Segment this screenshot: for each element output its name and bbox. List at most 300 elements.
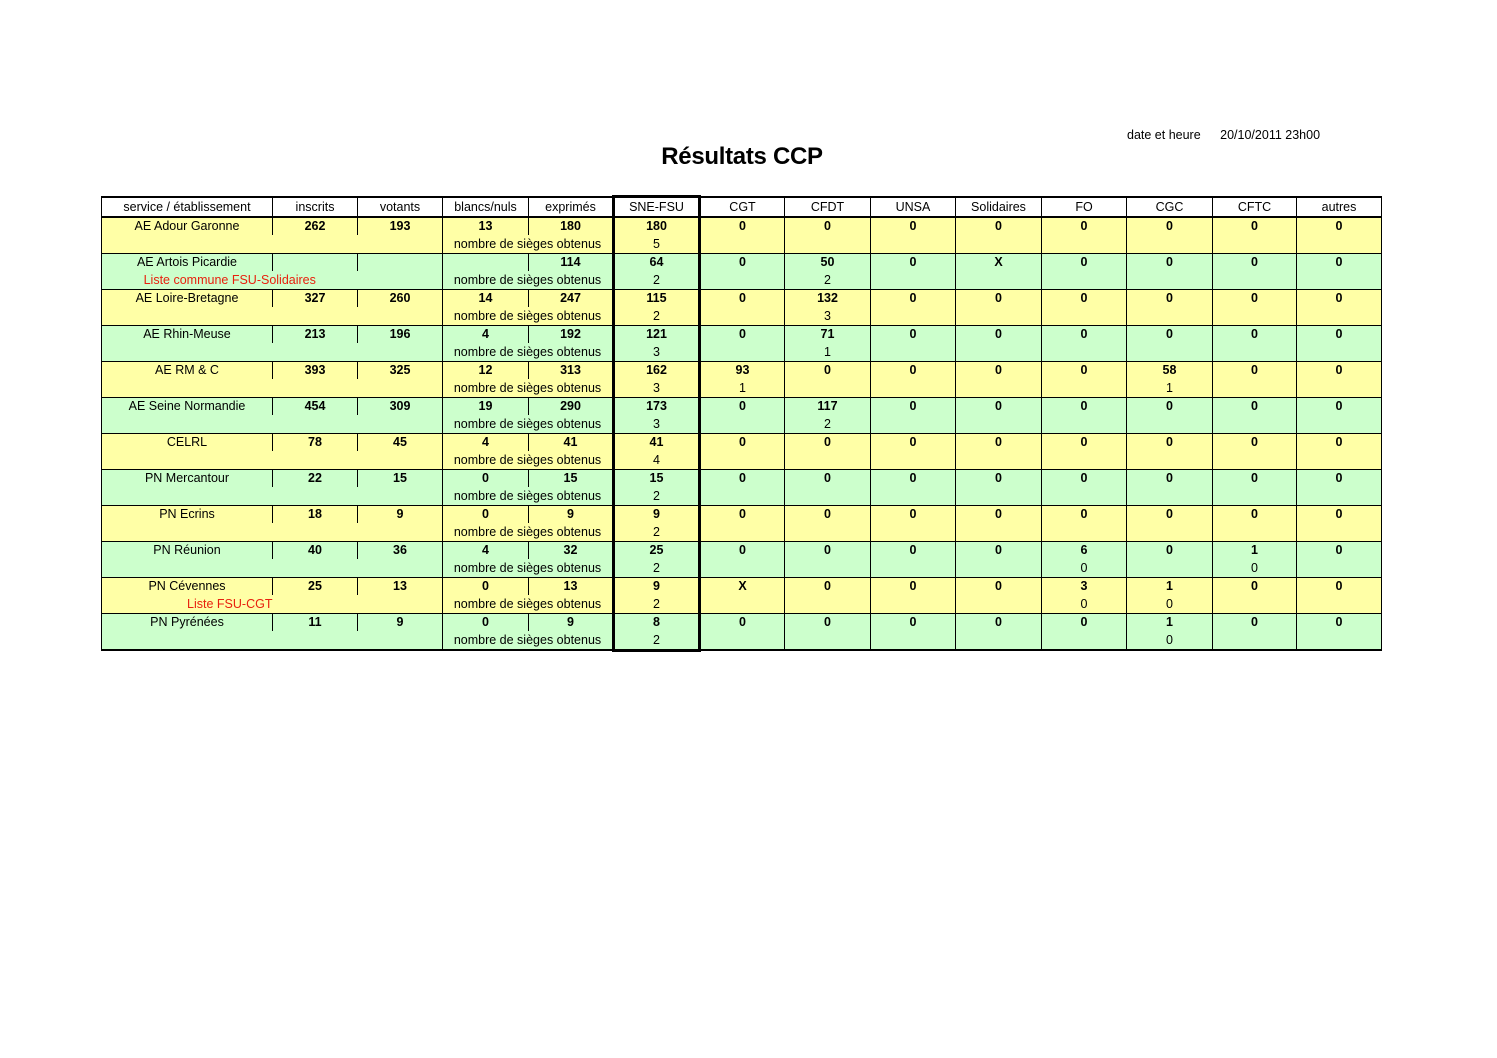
vote-cell: 9: [614, 505, 700, 523]
sieges-cell: [700, 559, 785, 577]
exprimes-cell: 313: [529, 361, 614, 379]
sieges-cell: [956, 343, 1042, 361]
empty-cell: [358, 271, 443, 289]
table-row: [102, 577, 1382, 595]
blancs-nuls-cell: [443, 253, 529, 271]
sieges-cell: 2: [785, 271, 871, 289]
sieges-cell: [1042, 307, 1127, 325]
sieges-cell: [785, 235, 871, 253]
vote-cell: 0: [1297, 505, 1382, 523]
column-header: CFDT: [785, 197, 871, 217]
sieges-cell: [956, 415, 1042, 433]
vote-cell: 0: [1213, 613, 1297, 631]
column-header: blancs/nuls: [443, 197, 529, 217]
vote-cell: 0: [956, 577, 1042, 595]
sieges-cell: [1127, 523, 1213, 541]
votants-cell: 9: [358, 613, 443, 631]
sieges-cell: [700, 343, 785, 361]
sieges-cell: [785, 379, 871, 397]
sieges-cell: [956, 487, 1042, 505]
vote-cell: 132: [785, 289, 871, 307]
column-header: service / établissement: [102, 197, 273, 217]
sieges-cell: [956, 271, 1042, 289]
vote-cell: 0: [1213, 217, 1297, 236]
vote-cell: 0: [1213, 577, 1297, 595]
vote-cell: 0: [871, 325, 956, 343]
sieges-cell: [1127, 271, 1213, 289]
votants-cell: 196: [358, 325, 443, 343]
vote-cell: 0: [1042, 397, 1127, 415]
sieges-cell: [700, 595, 785, 613]
vote-cell: 0: [956, 217, 1042, 236]
vote-cell: 0: [1127, 217, 1213, 236]
blancs-nuls-cell: 0: [443, 469, 529, 487]
sieges-cell: [1042, 343, 1127, 361]
table-row: [102, 289, 1382, 307]
vote-cell: 0: [871, 577, 956, 595]
vote-cell: 0: [700, 505, 785, 523]
sieges-cell: 3: [614, 343, 700, 361]
sieges-cell: 0: [1127, 595, 1213, 613]
vote-cell: 0: [1042, 469, 1127, 487]
establishment-name: AE Adour Garonne: [102, 217, 273, 236]
vote-cell: 50: [785, 253, 871, 271]
sieges-cell: [1127, 559, 1213, 577]
vote-cell: 0: [871, 541, 956, 559]
table-row: [102, 469, 1382, 487]
exprimes-cell: 9: [529, 613, 614, 631]
inscrits-cell: 40: [273, 541, 358, 559]
vote-cell: 0: [1042, 613, 1127, 631]
vote-cell: 0: [956, 469, 1042, 487]
sieges-row: [102, 451, 1382, 469]
inscrits-cell: 22: [273, 469, 358, 487]
sieges-cell: [1042, 271, 1127, 289]
sieges-cell: [1213, 271, 1297, 289]
vote-cell: 0: [1042, 505, 1127, 523]
votants-cell: 15: [358, 469, 443, 487]
sieges-label: nombre de sièges obtenus: [443, 379, 614, 397]
sieges-row: [102, 631, 1382, 650]
blancs-nuls-cell: 19: [443, 397, 529, 415]
empty-cell: [358, 631, 443, 650]
vote-cell: 0: [785, 577, 871, 595]
vote-cell: 0: [871, 217, 956, 236]
sieges-label: nombre de sièges obtenus: [443, 559, 614, 577]
exprimes-cell: 13: [529, 577, 614, 595]
sieges-label: nombre de sièges obtenus: [443, 235, 614, 253]
vote-cell: 0: [1042, 253, 1127, 271]
exprimes-cell: 9: [529, 505, 614, 523]
column-header: Solidaires: [956, 197, 1042, 217]
column-header: autres: [1297, 197, 1382, 217]
sieges-label: nombre de sièges obtenus: [443, 451, 614, 469]
sieges-cell: 1: [1127, 379, 1213, 397]
vote-cell: 0: [700, 325, 785, 343]
vote-cell: 0: [700, 541, 785, 559]
sieges-label: nombre de sièges obtenus: [443, 415, 614, 433]
vote-cell: 0: [785, 541, 871, 559]
vote-cell: 0: [1042, 325, 1127, 343]
sieges-cell: [871, 487, 956, 505]
votants-cell: 309: [358, 397, 443, 415]
sieges-cell: 2: [785, 415, 871, 433]
vote-cell: 0: [1127, 469, 1213, 487]
empty-cell: [102, 307, 443, 325]
blancs-nuls-cell: 4: [443, 325, 529, 343]
sieges-cell: [785, 487, 871, 505]
sieges-cell: [1213, 415, 1297, 433]
sieges-cell: [1042, 235, 1127, 253]
vote-cell: 0: [1297, 433, 1382, 451]
results-table: [101, 195, 1382, 652]
sieges-cell: [1213, 343, 1297, 361]
inscrits-cell: 18: [273, 505, 358, 523]
vote-cell: 1: [1127, 613, 1213, 631]
vote-cell: 0: [871, 397, 956, 415]
table-row: [102, 397, 1382, 415]
sieges-cell: [1297, 595, 1382, 613]
sieges-cell: 1: [700, 379, 785, 397]
vote-cell: 0: [700, 469, 785, 487]
empty-cell: [102, 631, 358, 650]
establishment-name: AE Seine Normandie: [102, 397, 273, 415]
sieges-cell: [1297, 307, 1382, 325]
vote-cell: 0: [1297, 469, 1382, 487]
vote-cell: 0: [1297, 613, 1382, 631]
vote-cell: 0: [956, 361, 1042, 379]
empty-cell: [102, 487, 443, 505]
vote-cell: 0: [1213, 469, 1297, 487]
sieges-cell: [1127, 307, 1213, 325]
sieges-label: nombre de sièges obtenus: [443, 595, 614, 613]
table-row: [102, 433, 1382, 451]
empty-cell: [102, 451, 443, 469]
vote-cell: 64: [614, 253, 700, 271]
sieges-cell: 4: [614, 451, 700, 469]
sieges-cell: [1127, 451, 1213, 469]
vote-cell: 1: [1213, 541, 1297, 559]
vote-cell: 58: [1127, 361, 1213, 379]
column-header: CFTC: [1213, 197, 1297, 217]
vote-cell: 0: [1127, 397, 1213, 415]
vote-cell: 0: [1127, 505, 1213, 523]
sieges-cell: [1297, 487, 1382, 505]
sieges-row: [102, 523, 1382, 541]
vote-cell: 0: [956, 613, 1042, 631]
sieges-cell: [1213, 487, 1297, 505]
sieges-cell: 0: [1042, 559, 1127, 577]
vote-cell: 25: [614, 541, 700, 559]
exprimes-cell: 32: [529, 541, 614, 559]
vote-cell: X: [700, 577, 785, 595]
inscrits-cell: 393: [273, 361, 358, 379]
vote-cell: 121: [614, 325, 700, 343]
sieges-cell: [1127, 235, 1213, 253]
vote-cell: 0: [871, 469, 956, 487]
vote-cell: 6: [1042, 541, 1127, 559]
sieges-cell: [956, 595, 1042, 613]
vote-cell: 71: [785, 325, 871, 343]
vote-cell: 117: [785, 397, 871, 415]
sieges-row: [102, 415, 1382, 433]
vote-cell: 0: [1042, 433, 1127, 451]
column-header: FO: [1042, 197, 1127, 217]
sieges-cell: 0: [1127, 631, 1213, 650]
sieges-cell: 2: [614, 631, 700, 650]
empty-cell: [358, 595, 443, 613]
establishment-name: AE Loire-Bretagne: [102, 289, 273, 307]
sieges-cell: 2: [614, 595, 700, 613]
vote-cell: 0: [956, 397, 1042, 415]
vote-cell: 0: [1297, 253, 1382, 271]
sieges-cell: [785, 595, 871, 613]
sieges-cell: [871, 451, 956, 469]
sieges-cell: [1213, 595, 1297, 613]
sieges-cell: [871, 307, 956, 325]
vote-cell: 0: [1297, 361, 1382, 379]
vote-cell: 0: [1213, 505, 1297, 523]
sieges-cell: [871, 595, 956, 613]
sieges-cell: [1042, 487, 1127, 505]
vote-cell: 0: [956, 433, 1042, 451]
sieges-cell: [956, 559, 1042, 577]
vote-cell: 0: [700, 397, 785, 415]
date-time: [1127, 128, 1320, 142]
votants-cell: 325: [358, 361, 443, 379]
sieges-label: nombre de sièges obtenus: [443, 343, 614, 361]
vote-cell: 0: [1297, 577, 1382, 595]
sieges-cell: 2: [614, 559, 700, 577]
sieges-cell: [1127, 415, 1213, 433]
sieges-cell: 1: [785, 343, 871, 361]
establishment-name: PN Réunion: [102, 541, 273, 559]
sieges-cell: 0: [1213, 559, 1297, 577]
vote-cell: 0: [1127, 253, 1213, 271]
sieges-cell: [871, 415, 956, 433]
list-note: Liste commune FSU-Solidaires: [102, 271, 358, 289]
establishment-name: PN Cévennes: [102, 577, 273, 595]
sieges-cell: [700, 307, 785, 325]
establishment-name: PN Mercantour: [102, 469, 273, 487]
date-label: date et heure: [1127, 128, 1201, 142]
vote-cell: 0: [785, 469, 871, 487]
sieges-row: [102, 343, 1382, 361]
inscrits-cell: 454: [273, 397, 358, 415]
vote-cell: 0: [871, 361, 956, 379]
vote-cell: 0: [1042, 217, 1127, 236]
list-note: Liste FSU-CGT: [102, 595, 358, 613]
blancs-nuls-cell: 0: [443, 577, 529, 595]
vote-cell: 0: [871, 289, 956, 307]
votants-cell: 36: [358, 541, 443, 559]
blancs-nuls-cell: 12: [443, 361, 529, 379]
vote-cell: 0: [1127, 289, 1213, 307]
sieges-cell: 3: [614, 415, 700, 433]
vote-cell: 93: [700, 361, 785, 379]
sieges-cell: [1213, 631, 1297, 650]
table-row: [102, 325, 1382, 343]
vote-cell: 0: [871, 253, 956, 271]
vote-cell: 0: [956, 289, 1042, 307]
exprimes-cell: 180: [529, 217, 614, 236]
vote-cell: 0: [785, 361, 871, 379]
votants-cell: 13: [358, 577, 443, 595]
sieges-cell: 2: [614, 523, 700, 541]
sieges-row: [102, 271, 1382, 289]
sieges-cell: [785, 523, 871, 541]
vote-cell: 0: [1127, 325, 1213, 343]
sieges-cell: [871, 271, 956, 289]
sieges-row: [102, 595, 1382, 613]
vote-cell: 0: [1297, 541, 1382, 559]
vote-cell: 0: [700, 253, 785, 271]
sieges-cell: [1297, 631, 1382, 650]
blancs-nuls-cell: 14: [443, 289, 529, 307]
sieges-cell: [956, 451, 1042, 469]
vote-cell: 0: [956, 541, 1042, 559]
column-header: SNE-FSU: [614, 197, 700, 217]
table-row: [102, 217, 1382, 236]
sieges-cell: [785, 451, 871, 469]
sieges-row: [102, 235, 1382, 253]
table-row: [102, 613, 1382, 631]
sieges-cell: [700, 271, 785, 289]
vote-cell: 0: [1297, 325, 1382, 343]
vote-cell: 0: [700, 289, 785, 307]
inscrits-cell: 78: [273, 433, 358, 451]
vote-cell: 0: [1213, 289, 1297, 307]
vote-cell: 0: [700, 433, 785, 451]
empty-cell: [102, 379, 443, 397]
inscrits-cell: [273, 253, 358, 271]
vote-cell: 0: [956, 505, 1042, 523]
empty-cell: [102, 559, 443, 577]
sieges-cell: [785, 631, 871, 650]
vote-cell: 0: [1042, 361, 1127, 379]
establishment-name: PN Ecrins: [102, 505, 273, 523]
sieges-cell: [1213, 235, 1297, 253]
inscrits-cell: 327: [273, 289, 358, 307]
vote-cell: 0: [700, 613, 785, 631]
vote-cell: 0: [1127, 541, 1213, 559]
sieges-row: [102, 307, 1382, 325]
vote-cell: 3: [1042, 577, 1127, 595]
sieges-cell: [1297, 415, 1382, 433]
sieges-cell: [1297, 343, 1382, 361]
vote-cell: 115: [614, 289, 700, 307]
exprimes-cell: 114: [529, 253, 614, 271]
inscrits-cell: 25: [273, 577, 358, 595]
sieges-cell: [1213, 451, 1297, 469]
vote-cell: 0: [700, 217, 785, 236]
vote-cell: 0: [785, 217, 871, 236]
table-row: [102, 361, 1382, 379]
vote-cell: 9: [614, 577, 700, 595]
sieges-cell: [1127, 487, 1213, 505]
sieges-cell: [1297, 271, 1382, 289]
sieges-cell: [871, 559, 956, 577]
inscrits-cell: 262: [273, 217, 358, 236]
sieges-label: nombre de sièges obtenus: [443, 631, 614, 650]
exprimes-cell: 15: [529, 469, 614, 487]
column-header: exprimés: [529, 197, 614, 217]
sieges-cell: [1297, 523, 1382, 541]
blancs-nuls-cell: 0: [443, 505, 529, 523]
sieges-cell: [700, 235, 785, 253]
vote-cell: 1: [1127, 577, 1213, 595]
sieges-cell: [956, 379, 1042, 397]
sieges-row: [102, 559, 1382, 577]
establishment-name: PN Pyrénées: [102, 613, 273, 631]
vote-cell: 0: [1213, 433, 1297, 451]
table-row: [102, 541, 1382, 559]
vote-cell: 0: [1042, 289, 1127, 307]
vote-cell: X: [956, 253, 1042, 271]
blancs-nuls-cell: 0: [443, 613, 529, 631]
vote-cell: 180: [614, 217, 700, 236]
sieges-cell: [956, 307, 1042, 325]
vote-cell: 0: [871, 505, 956, 523]
vote-cell: 0: [1297, 217, 1382, 236]
establishment-name: AE Rhin-Meuse: [102, 325, 273, 343]
column-header: inscrits: [273, 197, 358, 217]
vote-cell: 0: [785, 433, 871, 451]
table-row: [102, 253, 1382, 271]
date-value: 20/10/2011 23h00: [1220, 128, 1321, 142]
sieges-label: nombre de sièges obtenus: [443, 523, 614, 541]
sieges-cell: [700, 631, 785, 650]
vote-cell: 0: [1297, 397, 1382, 415]
sieges-cell: [871, 523, 956, 541]
vote-cell: 0: [1213, 361, 1297, 379]
sieges-label: nombre de sièges obtenus: [443, 271, 614, 289]
sieges-row: [102, 379, 1382, 397]
vote-cell: 41: [614, 433, 700, 451]
sieges-cell: [1042, 523, 1127, 541]
sieges-cell: [1297, 235, 1382, 253]
sieges-cell: 2: [614, 271, 700, 289]
sieges-cell: [956, 523, 1042, 541]
column-header: CGC: [1127, 197, 1213, 217]
sieges-cell: [871, 379, 956, 397]
sieges-cell: [700, 487, 785, 505]
inscrits-cell: 11: [273, 613, 358, 631]
votants-cell: 193: [358, 217, 443, 236]
column-header: UNSA: [871, 197, 956, 217]
sieges-cell: [700, 415, 785, 433]
sieges-cell: 3: [785, 307, 871, 325]
sieges-cell: [1297, 379, 1382, 397]
vote-cell: 15: [614, 469, 700, 487]
sieges-cell: [700, 523, 785, 541]
vote-cell: 0: [956, 325, 1042, 343]
table-row: [102, 505, 1382, 523]
blancs-nuls-cell: 4: [443, 541, 529, 559]
page-title: Résultats CCP: [661, 143, 823, 170]
sieges-row: [102, 487, 1382, 505]
vote-cell: 0: [1213, 397, 1297, 415]
vote-cell: 0: [1127, 433, 1213, 451]
exprimes-cell: 290: [529, 397, 614, 415]
inscrits-cell: 213: [273, 325, 358, 343]
sieges-cell: 2: [614, 307, 700, 325]
blancs-nuls-cell: 4: [443, 433, 529, 451]
sieges-cell: [1213, 379, 1297, 397]
sieges-cell: 5: [614, 235, 700, 253]
column-header: CGT: [700, 197, 785, 217]
sieges-cell: [871, 343, 956, 361]
